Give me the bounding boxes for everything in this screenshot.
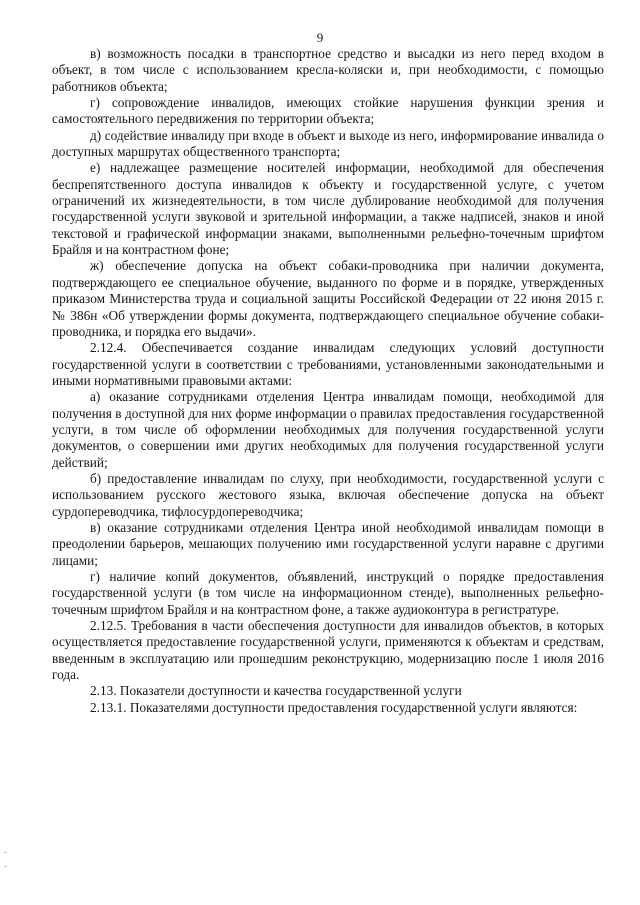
paragraph-item-g-braille-copies: г) наличие копий документов, объявлений, инструкций о порядке предоставления государственной услуги (в том числе на информационном стенде), выполненных рельефно-точечным шрифтом Брайля и на контрастном фоне, а также аудиоконтура в регистратуре. <box>52 569 604 617</box>
paragraph-item-e-information-media: е) надлежащее размещение носителей информации, необходимой для обеспечения беспрепятственного доступа инвалидов к объекту и государственной услуге, с учетом ограничений их жизнедеятельности, в том числе дублирование необходимой для получения государственной услуги звуковой и зрительной информации, а также надписей, знаков и иной текстовой и графической информации знаками, выполненными рельефно-точечным шрифтом Брайля и на контрастном фоне; <box>52 160 604 258</box>
scan-edge-mark <box>4 866 7 867</box>
paragraph-item-g-escort: г) сопровождение инвалидов, имеющих стойкие нарушения функции зрения и самостоятельного передвижения по территории объекта; <box>52 95 604 127</box>
paragraph-item-b-sign-language: б) предоставление инвалидам по слуху, при необходимости, государственной услуги с использованием русского жестового языка, включая обеспечение допуска на объект сурдопереводчика, тифлосурдопереводчика; <box>52 470 604 519</box>
document-body <box>52 46 604 716</box>
section-heading-2-13: 2.13. Показатели доступности и качества государственной услуги <box>90 683 462 699</box>
paragraph-item-zh-guide-dog: ж) обеспечение допуска на объект собаки-проводника при наличии документа, подтверждающего ее специальное обучение, выданного по форме и в порядке, утвержденных приказом Министерства труда и социальной защиты Российской Федерации от 22 июня 2015 г. № 386н «Об утверждении формы документа, подтверждающего специальное обучение собаки-проводника, и порядка его выдачи». <box>52 258 604 339</box>
paragraph-item-v-boarding: в) возможность посадки в транспортное средство и высадки из него перед входом в объект, в том числе с использованием кресла-коляски и, при необходимости, с помощью работников объекта; <box>52 46 604 94</box>
paragraph-item-a-staff-help: а) оказание сотрудниками отделения Центра инвалидам помощи, необходимой для получения в доступной для них форме информации о правилах предоставления государственной услуги, в том числе об оформлении необходимых для получения государственной услуги документов, о совершении ими других необходимых для получения государственной услуги действий; <box>52 389 604 470</box>
paragraph-2-13-1: 2.13.1. Показателями доступности предоставления государственной услуги являются: <box>90 699 578 715</box>
paragraph-2-12-4: 2.12.4. Обеспечивается создание инвалидам следующих условий доступности государственной услуги в соответствии с требованиями, установленными законодательными и иными нормативными правовыми актами: <box>52 340 604 388</box>
paragraph-2-12-5: 2.12.5. Требования в части обеспечения доступности для инвалидов объектов, в которых осуществляется предоставление государственной услуги, применяются к объектам и средствам, введенным в эксплуатацию или прошедшим реконструкцию, модернизацию после 1 июля 2016 года. <box>52 618 604 683</box>
paragraph-item-v-barriers: в) оказание сотрудниками отделения Центра иной необходимой инвалидам помощи в преодолении барьеров, мешающих получению ими государственной услуги наравне с другими лицами; <box>52 519 604 568</box>
paragraph-item-d-assistance: д) содействие инвалиду при входе в объект и выходе из него, информирование инвалида о доступных маршрутах общественного транспорта; <box>52 127 604 160</box>
page-number: 9 <box>316 30 324 45</box>
scan-edge-mark <box>4 852 7 853</box>
